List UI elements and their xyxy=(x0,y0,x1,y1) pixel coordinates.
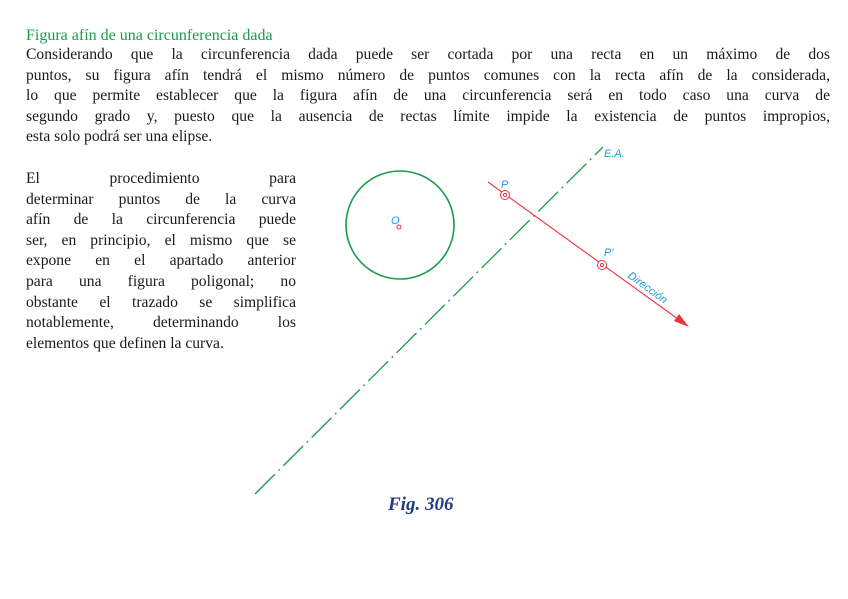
figure-caption: Fig. 306 xyxy=(388,494,454,515)
intro-line: Considerando que la circunferencia dada puede ser cortada por una recta en un máximo de dos xyxy=(26,46,830,63)
intro-line: puntos, su figura afín tendrá el mismo número de puntos comunes con la recta afín de la considerada, xyxy=(26,66,830,84)
procedure-line: expone en el apartado anterior xyxy=(26,252,296,270)
procedure-line: afín de la circunferencia puede xyxy=(26,211,296,229)
procedure-line: determinar puntos de la curva xyxy=(26,190,296,208)
affinity-axis-line xyxy=(255,147,603,494)
procedure-line: obstante el trazado se simplifica xyxy=(26,293,296,311)
point-p-outer xyxy=(501,191,510,200)
intro-line: segundo grado y, puesto que la ausencia de rectas límite impide la existencia de puntos impropios, xyxy=(26,107,830,125)
procedure-line: elementos que definen la curva. xyxy=(26,334,224,352)
point-p-prime-outer xyxy=(598,261,607,270)
direction-arrowhead xyxy=(674,314,689,327)
intro-line: esta solo podrá ser una elipse. xyxy=(26,128,213,146)
axis-label: E.A. xyxy=(604,148,625,160)
intro-line: lo que permite establecer que la figura afín de una circunferencia será en todo caso una curva de xyxy=(26,87,830,105)
point-p-label: P xyxy=(501,179,509,191)
section-title: Figura afín de una circunferencia dada xyxy=(26,27,273,44)
center-label: O xyxy=(391,215,400,227)
direction-line xyxy=(488,182,682,322)
direction-label: Dirección xyxy=(625,269,670,307)
procedure-line: notablemente, determinando los xyxy=(26,314,296,332)
procedure-line: ser, en principio, el mismo que se xyxy=(26,231,296,249)
procedure-line: El procedimiento para xyxy=(26,170,296,187)
procedure-line: para una figura poligonal; no xyxy=(26,272,296,290)
point-p-prime-label: P' xyxy=(604,247,614,259)
